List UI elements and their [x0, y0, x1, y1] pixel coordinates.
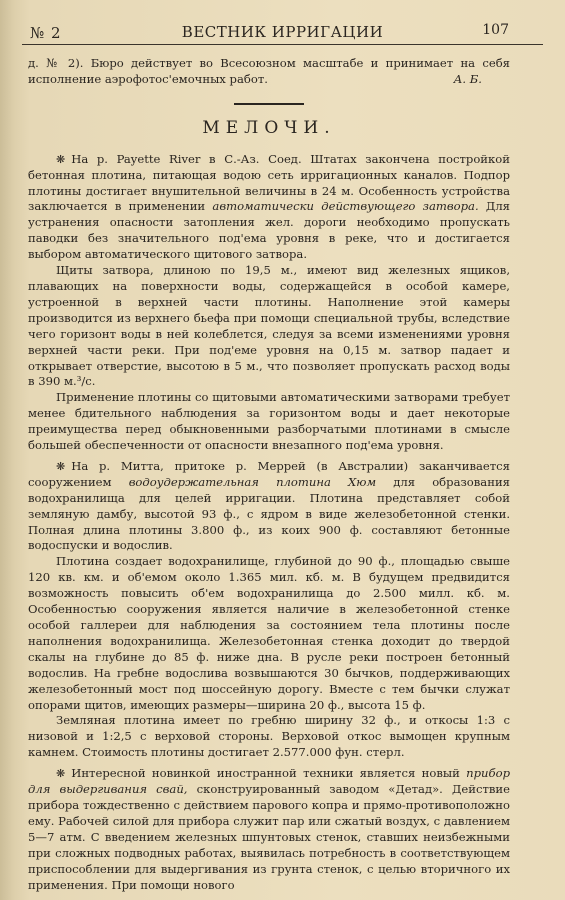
page-number: 107 [482, 22, 509, 38]
highlighted-term: прибор для выдергивания свай, [28, 766, 510, 797]
author-signature: А. Б. [453, 71, 482, 86]
article-paragraph: Применение плотины со щитовыми автоматическими затворами требует менее бдительного наблюдения за горизонтом воды и дает некоторые преимущества перед обыкновенными разборчатыми плотинами в смысле большей обеспеченности от опасности внезапного под'ема уровня. [28, 390, 510, 453]
section-divider [234, 103, 304, 105]
article-hume-dam: ❋ На р. Митта, притоке р. Меррей (в Австралии) заканчивается сооружением водоудержательная плотина Хюм для образования водохранилища для целей ирригации. Плотина представляет собой земляную дамбу, высотой 93 ф., с ядром в виде железобетонной стенки. Полная длина плотины 3.800 ф., из коих 900 ф. составляют бетонные водоспуски и водослив. Плотина создает водохранилище, глубиной до 90 ф., площадью свыше 120 кв. км. и об'емом около 1.365 мил. кб. м. В будущем предвидится возможность повысить об'ем водохранилища до 2.500 милл. кб. м. Особенностью сооружения является наличие в железобетонной стенке особой галлереи для наблюдения за состоянием тела плотины после наполнения водохранилища. Железобетонная стенка доходит до твердой скалы на глубине до 85 ф. ниже дна. В русле реки построен бетонный водослив. На гребне водослива возвышаются 30 бычков, поддерживающих железобетонный мост под шоссейную дорогу. Вместе с тем бычки служат опорами щитов, имеющих размеры—ширина 20 ф., высота 15 ф. Земляная плотина имеет по гребню ширину 32 ф., и откосы 1:3 с низовой и 1:2,5 с верховой стороны. Верховой откос вымощен крупным камнем. Стоимость плотины достигает 2.577.000 фун. стерл. [28, 458, 510, 760]
section-title: МЕЛОЧИ. [202, 117, 336, 138]
page-body [28, 56, 510, 893]
flower-bullet-icon: ❋ [56, 459, 66, 473]
article-pile-extractor: ❋ Интересной новинкой иностранной техники является новый прибор для выдергивания свай, сконструированный заводом «Детад». Действие прибора тождественно с действием парового копра и прямо-противоположно ему. Рабочей силой для прибора служит пар или сжатый воздух, с давлением 5—7 атм. С введением железных шпунтовых стенок, ставших неизбежными при сложных подводных работах, выявилась потребность в соответствующем приспособлении для выдергивания из грунта стенок, с целью вторичного их применения. При помощи нового [28, 766, 511, 892]
flower-bullet-icon: ❋ [56, 767, 66, 781]
article-paragraph: Щиты затвора, длиною по 19,5 м., имеют вид железных ящиков, плавающих на поверхности воды, содержащейся в особой камере, устроенной в верхней части плотины. Наполнение этой камеры производится из верхнего бьефа при помощи специальной трубы, вследствие чего горизонт воды в ней колеблется, следуя за всеми изменениями уровня верхней части реки. При под'еме уровня на 0,15 м. затвор падает и открывает отверстие, высотою в 5 м., что позволяет пропускать расход воды в 390 м.³/с. [28, 263, 510, 389]
article-paragraph: Плотина создает водохранилище, глубиной до 90 ф., площадью свыше 120 кв. км. и об'емом около 1.365 мил. кб. м. В будущем предвидится возможность повысить об'ем водохранилища до 2.500 милл. кб. м. Особенностью сооружения является наличие в железобетонной стенке особой галлереи для наблюдения за состоянием тела плотины после наполнения водохранилища. Железобетонная стенка доходит до твердой скалы на глубине до 85 ф. ниже дна. В русле реки построен бетонный водослив. На гребне водослива возвышаются 30 бычков, поддерживающих железобетонный мост под шоссейную дорогу. Вместе с тем бычки служат опорами щитов, имеющих размеры—ширина 20 ф., высота 15 ф. [28, 554, 510, 712]
intro-text: д. № 2). Бюро действует во Всесоюзном масштабе и принимает на себя исполнение аэрофотос'емочных работ. [28, 56, 510, 86]
article-payette-river: ❋ На р. Payette River в С.-Аз. Соед. Штатах закончена постройкой бетонная плотина, питающая водою сеть ирригационных каналов. Подпор плотины достигает внушительной величины в 24 м. Особенность устройства заключается в применении автоматически действующего затвора. Для устранения опасности затопления жел. дороги необходимо пропускать паводки без значительного под'ема уровня в реке, что и достигается выбором автоматического щитового затвора. Щиты затвора, длиною по 19,5 м., имеют вид железных ящиков, плавающих на поверхности воды, содержащейся в особой камере, устроенной в верхней части плотины. Наполнение этой камеры производится из верхнего бьефа при помощи специальной трубы, вследствие чего горизонт воды в ней колеблется, следуя за всеми изменениями уровня верхней части реки. При под'еме уровня на 0,15 м. затвор падает и открывает отверстие, высотою в 5 м., что позволяет пропускать расход воды в 390 м.³/с. Применение плотины со щитовыми автоматическими затворами требует менее бдительного наблюдения за горизонтом воды и дает некоторые преимущества перед обыкновенными разборчатыми плотинами в смысле большей обеспеченности от опасности внезапного под'ема уровня. [28, 151, 510, 453]
issue-number: № 2 [30, 24, 62, 42]
running-header [22, 20, 543, 45]
highlighted-term: автоматически действующего затвора. [212, 199, 479, 214]
article-paragraph: Земляная плотина имеет по гребню ширину 32 ф., и откосы 1:3 с низовой и 1:2,5 с верховой стороны. Верховой откос вымощен крупным камнем. Стоимость плотины достигает 2.577.000 фун. стерл. [28, 713, 510, 760]
journal-title: ВЕСТНИК ИРРИГАЦИИ [181, 23, 384, 41]
flower-bullet-icon: ❋ [56, 152, 66, 166]
intro-paragraph [28, 56, 510, 88]
highlighted-term: водоудержательная плотина Хюм [128, 474, 377, 489]
